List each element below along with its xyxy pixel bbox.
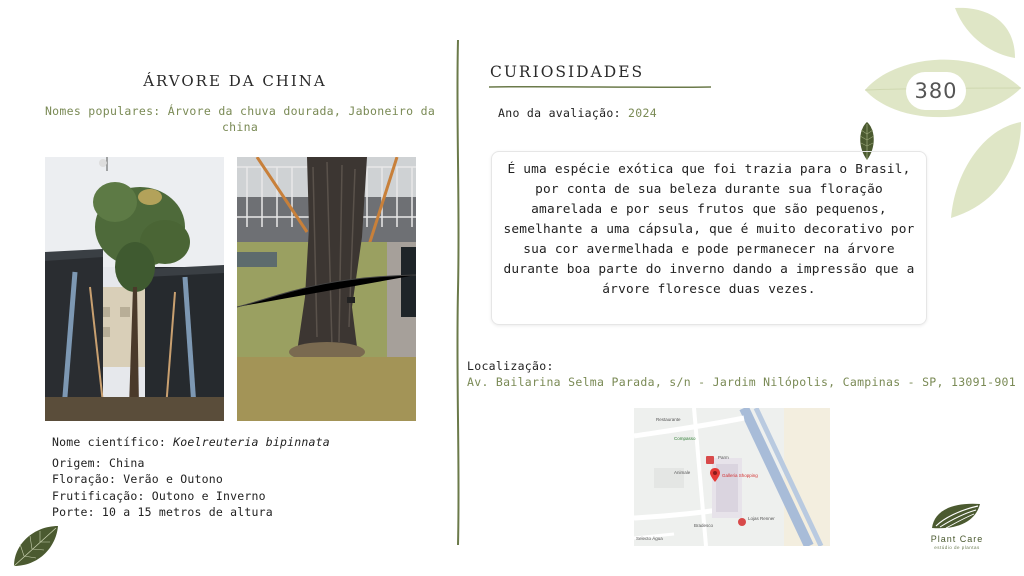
plant-info xyxy=(52,434,330,521)
vertical-divider xyxy=(453,40,463,545)
location-address: Av. Bailarina Selma Parada, s/n - Jardim Nilópolis, Campinas - SP, 13091-901 xyxy=(467,375,1016,389)
flowering-value: Verão e Outono xyxy=(123,472,223,486)
map-label-galleria: Galleria Shopping xyxy=(722,473,758,478)
curiosities-card xyxy=(491,151,927,325)
size-row xyxy=(52,504,330,521)
flowering-label: Floração: xyxy=(52,472,117,486)
map-marker-icon xyxy=(710,468,720,482)
fruiting-row xyxy=(52,488,330,505)
page-title: ÁRVORE DA CHINA xyxy=(143,72,327,90)
leaf-top-icon xyxy=(955,8,1015,58)
leaf-bottom-icon xyxy=(951,122,1021,218)
plant-care-logo-icon xyxy=(930,500,982,532)
page-number-badge: 380 xyxy=(906,72,966,110)
origin-row xyxy=(52,455,330,472)
scientific-name-label: Nome científico: xyxy=(52,435,166,449)
location-map[interactable] xyxy=(634,408,830,546)
evaluation-year-value: 2024 xyxy=(628,106,657,120)
trunk-photo xyxy=(237,157,416,421)
size-label: Porte: xyxy=(52,505,95,519)
flowering-row xyxy=(52,471,330,488)
popular-names xyxy=(44,103,436,135)
map-label-selecto: Selecto Água xyxy=(636,536,663,541)
map-label-parm: Parm xyxy=(718,455,729,460)
brand-tagline: estúdio de plantas xyxy=(934,545,980,550)
origin-value: China xyxy=(109,455,145,470)
location-label: Localização: xyxy=(467,359,554,373)
leaf-decoration-bottom-left xyxy=(10,522,60,570)
curiosities-title: CURIOSIDADES xyxy=(490,63,645,81)
fruiting-value: Outono e Inverno xyxy=(151,488,266,503)
scientific-name-value: Koelreuteria bipinnata xyxy=(173,435,330,449)
evaluation-year xyxy=(498,106,657,120)
scientific-name-row xyxy=(52,434,330,451)
map-label-animale: Animale xyxy=(674,470,691,475)
curiosities-description: É uma espécie exótica que foi trazia para o Brasil, por conta de sua beleza durante sua floração amarelada e por seus frutos que são pequenos, semelhante a uma cápsula, que é muito decorativo por sua cor avermelhada e pode permanecer na árvore durante boa parte do inverno dando a impressão que a árvore floresce duas vezes. xyxy=(503,162,915,297)
brand-name: Plant Care xyxy=(930,534,984,544)
shopping-icon xyxy=(706,456,714,464)
map-label-compasso: Compasso xyxy=(674,436,696,441)
curiosities-underline xyxy=(489,85,711,89)
popular-names-label: Nomes populares: xyxy=(44,104,161,118)
tree-photo xyxy=(45,157,224,421)
evaluation-year-label: Ano da avaliação: xyxy=(498,106,621,120)
map-label-bradesco: Bradesco xyxy=(694,523,714,528)
map-label-renner: Lojas Renner xyxy=(748,516,775,521)
store-icon xyxy=(738,518,746,526)
map-label-restaurant: Restaurante xyxy=(656,417,681,422)
fruiting-label: Frutificação: xyxy=(52,488,145,503)
size-value: 10 a 15 metros de altura xyxy=(101,505,273,519)
popular-names-value: Árvore da chuva dourada, Jaboneiro da china xyxy=(167,104,436,134)
origin-label: Origem: xyxy=(52,455,102,470)
